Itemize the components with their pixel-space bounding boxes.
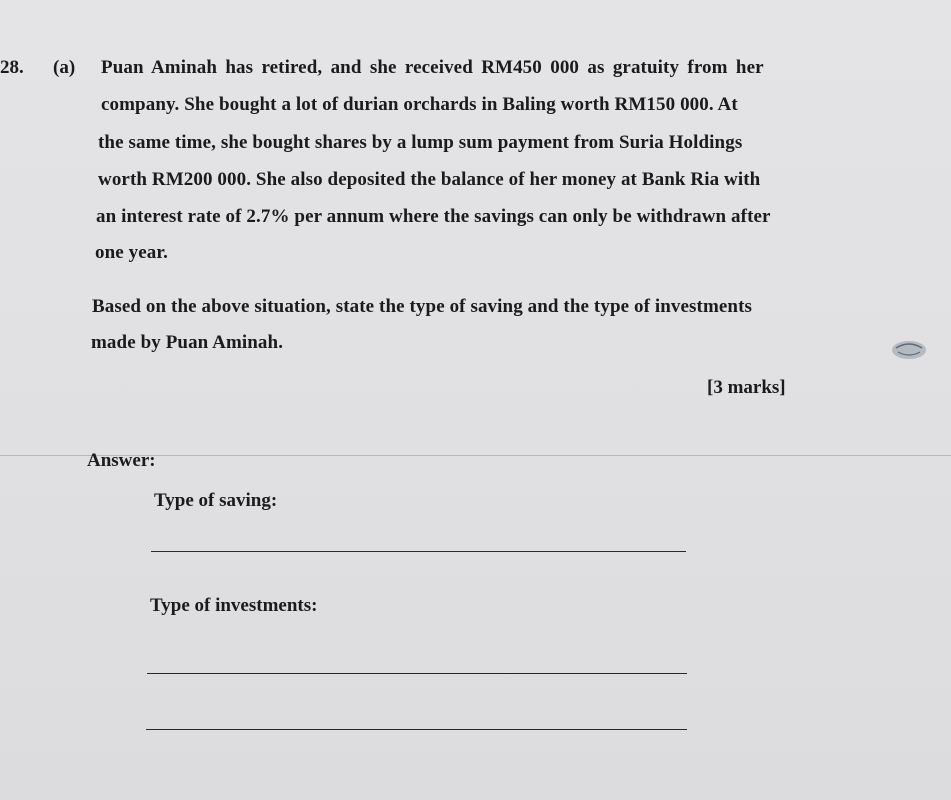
investments-answer-line-2[interactable] — [146, 729, 687, 730]
question-line-4: worth RM200 000. She also deposited the balance of her money at Bank Ria with — [98, 169, 761, 190]
saving-answer-line[interactable] — [151, 551, 686, 552]
question-part: (a) — [53, 57, 76, 78]
question-line-1: Puan Aminah has retired, and she received RM450 000 as gratuity from her — [101, 57, 764, 78]
prompt-line-1: Based on the above situation, state the type of saving and the type of investments — [92, 296, 753, 317]
marks-label: [3 marks] — [707, 377, 786, 398]
saving-label: Type of saving: — [154, 490, 278, 511]
investments-answer-line-1[interactable] — [147, 673, 687, 674]
question-number: 28. — [0, 57, 24, 78]
prompt-line-2: made by Puan Aminah. — [91, 332, 284, 353]
question-line-3: the same time, she bought shares by a lump sum payment from Suria Holdings — [98, 132, 743, 153]
investments-label: Type of investments: — [150, 595, 318, 616]
question-line-6: one year. — [95, 242, 169, 263]
answer-heading: Answer: — [87, 450, 156, 471]
question-line-2: company. She bought a lot of durian orchards in Baling worth RM150 000. At — [101, 94, 738, 115]
question-line-5: an interest rate of 2.7% per annum where the savings can only be withdrawn after — [96, 206, 771, 227]
stamp-icon — [890, 338, 928, 362]
